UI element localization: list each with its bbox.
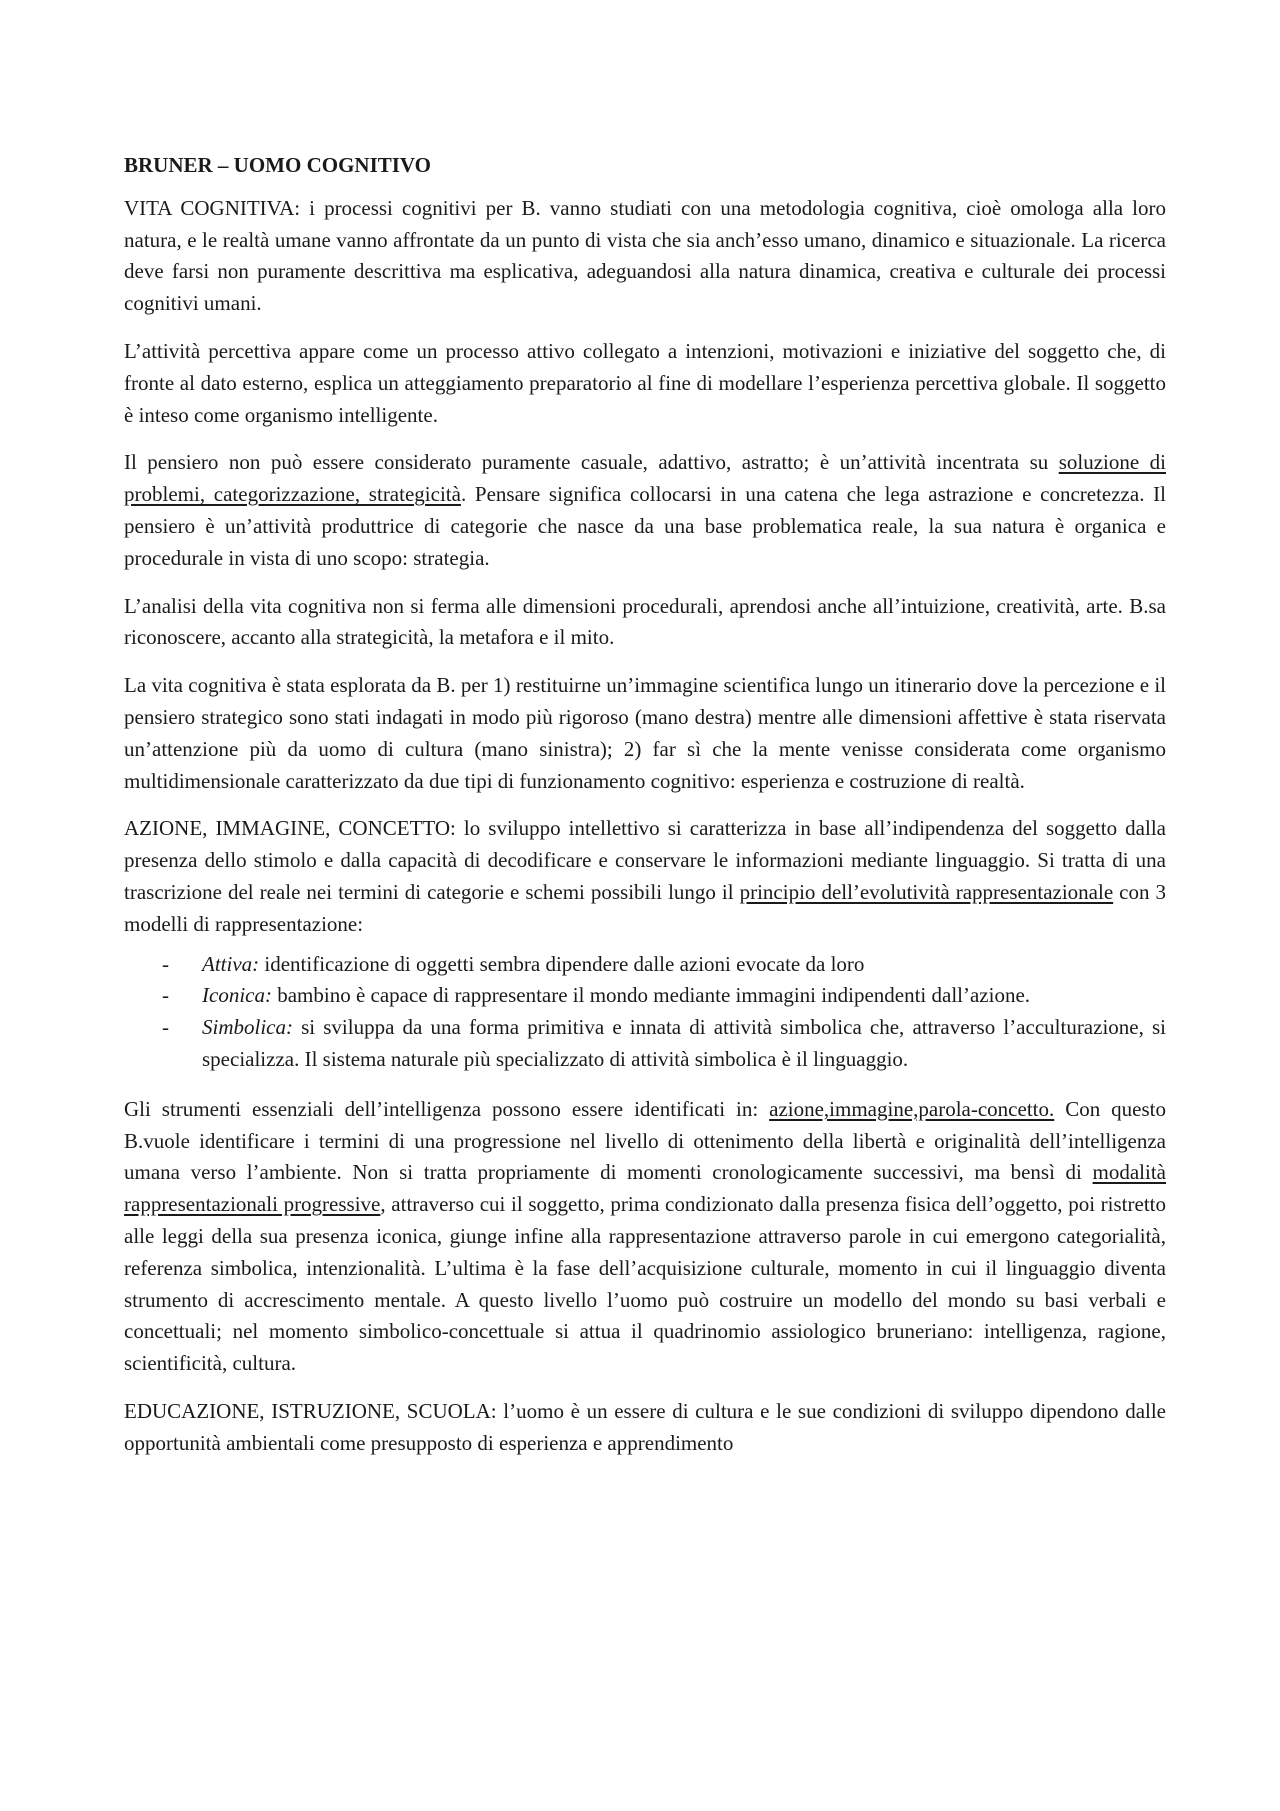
- underlined-phrase: principio dell’evolutività rappresentazionale: [739, 879, 1114, 904]
- underlined-phrase: modalità rappresentazionali progressive: [124, 1160, 1166, 1217]
- paragraph-vita-esplorata: La vita cognitiva è stata esplorata da B. per 1) restituirne un’immagine scientifica lungo un itinerario dove la percezione e il pensiero strategico sono stati indagati in modo più rigoroso (mano destra) mentre alle dimensioni affettive è stata riservata un’attenzione più da uomo di cultura (mano sinistra); 2) far sì che la mente venisse considerata come organismo multidimensionale caratterizzato da due tipi di funzionamento cognitivo: esperienza e costruzione di realtà.: [124, 673, 1166, 793]
- list-dash: -: [162, 983, 169, 1008]
- text-segment: AZIONE, IMMAGINE, CONCETTO: lo sviluppo intellettivo si caratterizza in base all’indipendenza del soggetto dalla presenza dello stimolo e dalla capacità di decodificare e conservare le informazioni mediante linguaggio. Si tratta di una trascrizione del reale nei termini di categorie e schemi possibili lungo il: [124, 816, 1166, 904]
- list-text: si sviluppa da una forma primitiva e innata di attività simbolica che, attraverso l’acculturazione, si specializza. Il sistema naturale più specializzato di attività simbolica è il linguaggio.: [202, 1015, 1166, 1071]
- document-title: BRUNER – UOMO COGNITIVO: [124, 153, 432, 177]
- list-dash: -: [162, 951, 169, 976]
- representation-models-list: [124, 949, 1166, 1076]
- paragraph-vita-cognitiva: VITA COGNITIVA: i processi cognitivi per B. vanno studiati con una metodologia cognitiva, cioè omologa alla loro natura, e le realtà umane vanno affrontate da un punto di vista che sia anch’esso umano, dinamico e situazionale. La ricerca deve farsi non puramente descrittiva ma esplicativa, adeguandosi alla natura dinamica, creativa e culturale dei processi cognitivi umani.: [124, 195, 1166, 316]
- paragraph-attivita-percettiva: L’attività percettiva appare come un processo attivo collegato a intenzioni, motivazioni e iniziative del soggetto che, di fronte al dato esterno, esplica un atteggiamento preparatorio al fine di modellare l’esperienza percettiva globale. Il soggetto è inteso come organismo intelligente.: [124, 338, 1166, 427]
- list-term: Iconica:: [202, 983, 272, 1008]
- list-text: bambino è capace di rappresentare il mondo mediante immagini indipendenti dall’azione.: [271, 983, 1031, 1008]
- text-segment: Il pensiero non può essere considerato puramente casuale, adattivo, astratto; è un’attività incentrata su: [124, 450, 1059, 475]
- text-segment: . Pensare significa collocarsi in una catena che lega astrazione e concretezza. Il pensiero è un’attività produttrice di categorie che nasce da una base problematica reale, la sua natura è organica e procedurale in vista di uno scopo: strategia.: [124, 482, 1166, 570]
- paragraph-azione-immagine-concetto: [124, 813, 1166, 940]
- list-item: [124, 1012, 1166, 1076]
- document-page: [124, 150, 1166, 1475]
- text-segment: Con questo B.vuole identificare i termini di una progressione nel livello di ottenimento della libertà e originalità dell’intelligenza umana verso l’ambiente. Non si tratta propriamente di momenti cronologicamente successivi, ma bensì di: [124, 1096, 1166, 1185]
- underlined-phrase: soluzione di problemi, categorizzazione, strategicità: [124, 450, 1166, 507]
- list-term: Simbolica:: [202, 1015, 293, 1040]
- list-dash: -: [162, 1015, 169, 1040]
- text-segment: con 3 modelli di rappresentazione:: [124, 879, 1166, 936]
- list-text: identificazione di oggetti sembra dipendere dalle azioni evocate da loro: [259, 951, 865, 976]
- list-term: Attiva:: [202, 951, 260, 976]
- text-segment: Gli strumenti essenziali dell’intelligenza possono essere identificati in:: [124, 1096, 770, 1121]
- list-item: [124, 949, 1166, 981]
- list-item: [124, 980, 1166, 1012]
- text-segment: , attraverso cui il soggetto, prima condizionato dalla presenza fisica dell’oggetto, poi ristretto alle leggi della sua presenza iconica, giunge infine alla rappresentazione attraverso parole in cui emergono categorialità, referenza simbolica, intenzionalità. L’ultima è la fase dell’acquisizione culturale, momento in cui il linguaggio diventa strumento di accrescimento mentale. A questo livello l’uomo può costruire un modello del mondo su basi verbali e concettuali; nel momento simbolico-concettuale si attua il quadrinomio assiologico bruneriano: intelligenza, ragione, scientificità, cultura.: [124, 1192, 1166, 1376]
- paragraph-analisi: L’analisi della vita cognitiva non si ferma alle dimensioni procedurali, aprendosi anche all’intuizione, creatività, arte. B.sa riconoscere, accanto alla strategicità, la metafora e il mito.: [124, 593, 1166, 650]
- underlined-phrase: azione,immagine,parola-concetto.: [769, 1096, 1055, 1121]
- paragraph-educazione: EDUCAZIONE, ISTRUZIONE, SCUOLA: l’uomo è un essere di cultura e le sue condizioni di sviluppo dipendono dalle opportunità ambientali come presupposto di esperienza e apprendimento: [124, 1398, 1166, 1455]
- paragraph-pensiero: [124, 447, 1166, 574]
- paragraph-strumenti-intelligenza: [124, 1094, 1166, 1380]
